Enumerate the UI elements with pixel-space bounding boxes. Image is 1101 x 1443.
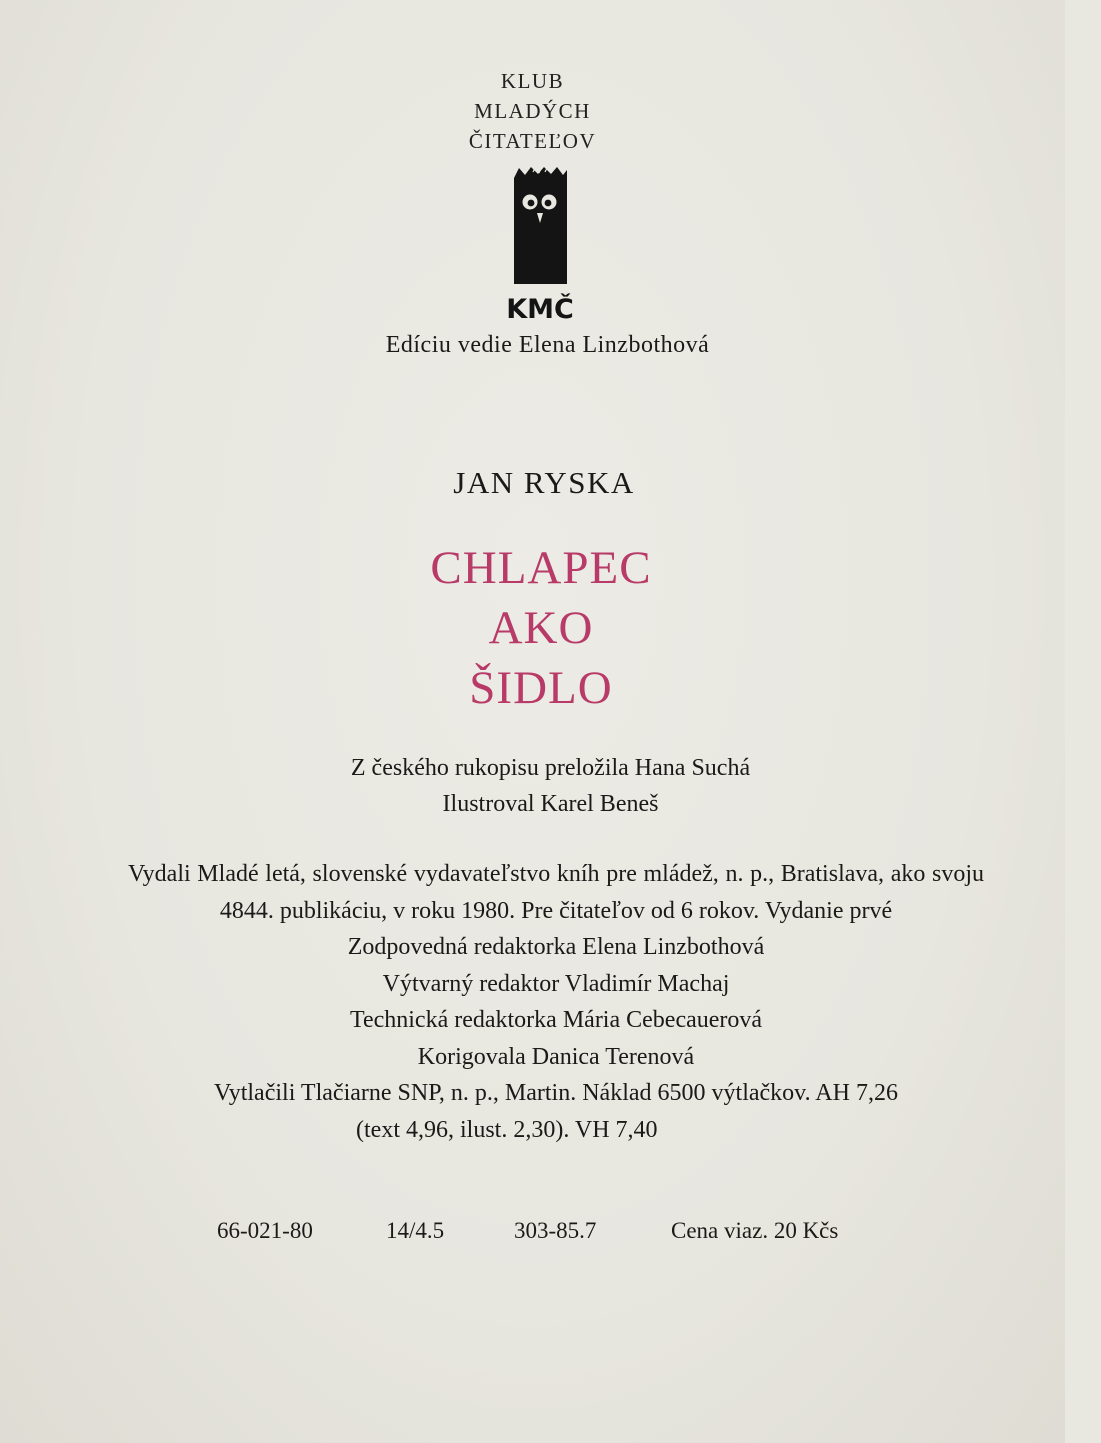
catalog-codes	[0, 1218, 1065, 1254]
owl-logo-icon	[506, 166, 574, 325]
printing-statement: Vytlačili Tlačiarne SNP, n. p., Martin. Náklad 6500 výtlačkov. AH 7,26	[214, 1080, 898, 1106]
catalog-code-2: 14/4.5	[386, 1218, 445, 1243]
series-line-1: KLUB	[500, 69, 565, 93]
responsible-editor: Zodpovedná redaktorka Elena Linzbothová	[347, 934, 765, 960]
catalog-code-3: 303-85.7	[514, 1218, 597, 1243]
credits	[0, 750, 1101, 822]
art-editor: Výtvarný redaktor Vladimír Machaj	[382, 970, 730, 997]
technical-editor: Technická redaktorka Mária Cebecauerová	[349, 1007, 763, 1033]
price: Cena viaz. 20 Kčs	[671, 1218, 839, 1243]
author: JAN RYSKA	[453, 465, 635, 500]
translator: Z českého rukopisu preložila Hana Suchá	[350, 755, 751, 781]
publication-statement: Vydali Mladé letá, slovenské vydavateľstvo kníh pre mládež, n. p., Bratislava, ako svoju 4844. publikáciu, v roku 1980. Pre čitateľov od 6 rokov. Vydanie prvé	[128, 861, 984, 924]
series-line-2: MLADÝCH	[474, 99, 591, 123]
logo-text: KMČ	[506, 294, 574, 325]
book-title	[0, 538, 1082, 718]
illustrator: Ilustroval Karel Beneš	[442, 791, 659, 817]
title-line-3: ŠIDLO	[469, 662, 613, 714]
publisher-series	[0, 66, 1065, 156]
proofreader: Korigovala Danica Terenová	[417, 1043, 695, 1070]
imprint	[128, 856, 984, 1148]
edition-editor: Edíciu vedie Elena Linzbothová	[385, 332, 710, 358]
catalog-code-1: 66-021-80	[217, 1218, 313, 1243]
printing-statement-tail: (text 4,96, ilust. 2,30). VH 7,40	[356, 1116, 658, 1143]
title-line-2: AKO	[488, 602, 594, 654]
series-line-3: ČITATEĽOV	[468, 129, 597, 153]
title-line-1: CHLAPEC	[430, 542, 652, 594]
